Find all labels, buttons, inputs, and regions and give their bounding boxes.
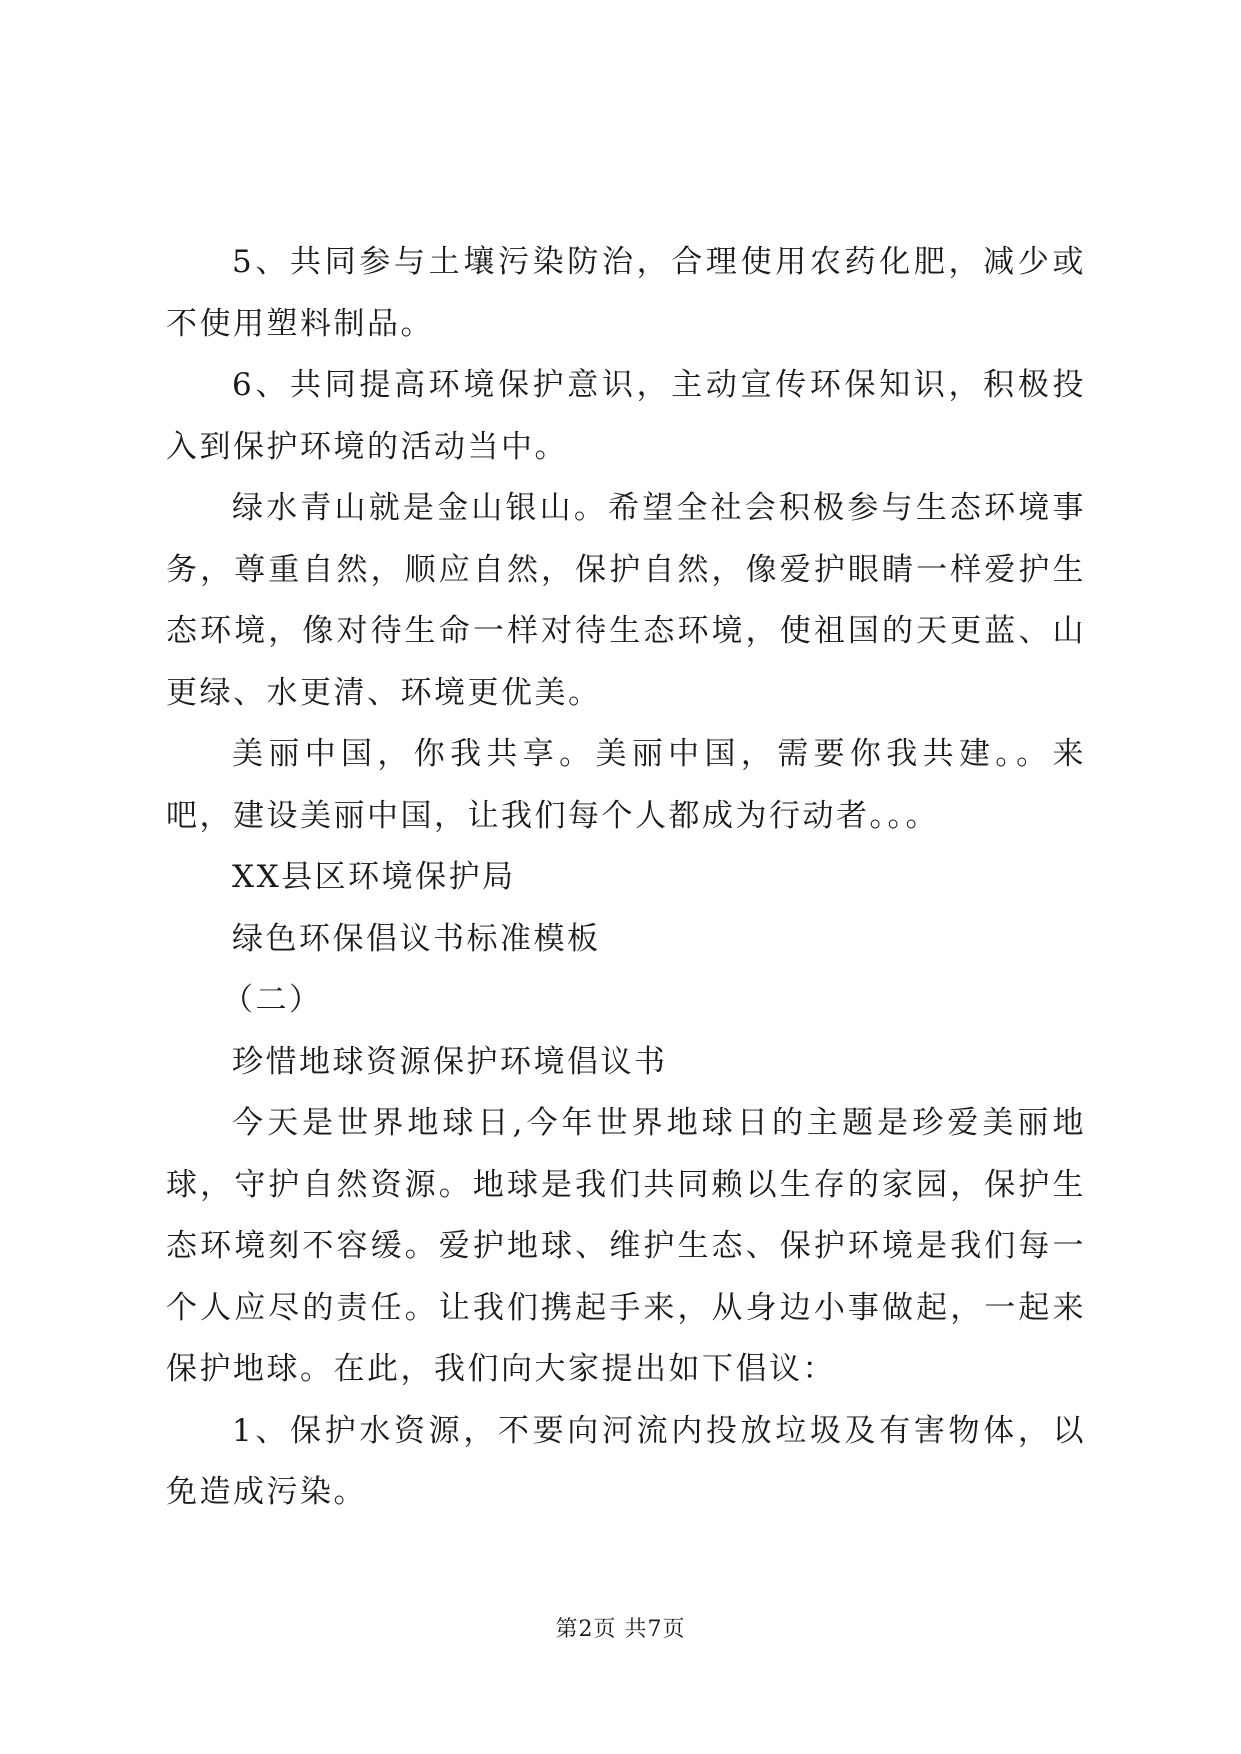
document-body [166, 232, 1086, 1524]
template-title: 绿色环保倡议书标准模板 [232, 920, 601, 957]
section-marker: （二） [222, 982, 323, 1018]
paragraph-beautiful-china: 美丽中国，你我共享。美丽中国，需要你我共建。。来吧，建设美丽中国，让我们每个人都成为行动者。。。 [166, 736, 1086, 834]
section-title: 珍惜地球资源保护环境倡议书 [232, 1043, 668, 1080]
page-indicator: 第2页 共7页 [555, 1617, 686, 1642]
paragraph-green-mountains: 绿水青山就是金山银山。希望全社会积极参与生态环境事务，尊重自然，顺应自然，保护自然，像爱护眼睛一样爱护生态环境，像对待生命一样对待生态环境，使祖国的天更蓝、山更绿、水更清、环境更优美。 [166, 490, 1086, 711]
paragraph-item-1: 1、保护水资源，不要向河流内投放垃圾及有害物体，以免造成污染。 [166, 1412, 1086, 1510]
signature-line: XX县区环境保护局 [232, 859, 516, 895]
paragraph-item-5: 5、共同参与土壤污染防治，合理使用农药化肥，减少或不使用塑料制品。 [166, 244, 1086, 342]
paragraph-earth-day: 今天是世界地球日,今年世界地球日的主题是珍爱美丽地球，守护自然资源。地球是我们共同赖以生存的家园，保护生态环境刻不容缓。爱护地球、维护生态、保护环境是我们每一个人应尽的责任。让我们携起手来，从身边小事做起，一起来保护地球。在此，我们向大家提出如下倡议： [166, 1105, 1086, 1387]
paragraph-item-6: 6、共同提高环境保护意识，主动宣传环保知识，积极投入到保护环境的活动当中。 [166, 367, 1086, 465]
page-footer [0, 1612, 1241, 1643]
